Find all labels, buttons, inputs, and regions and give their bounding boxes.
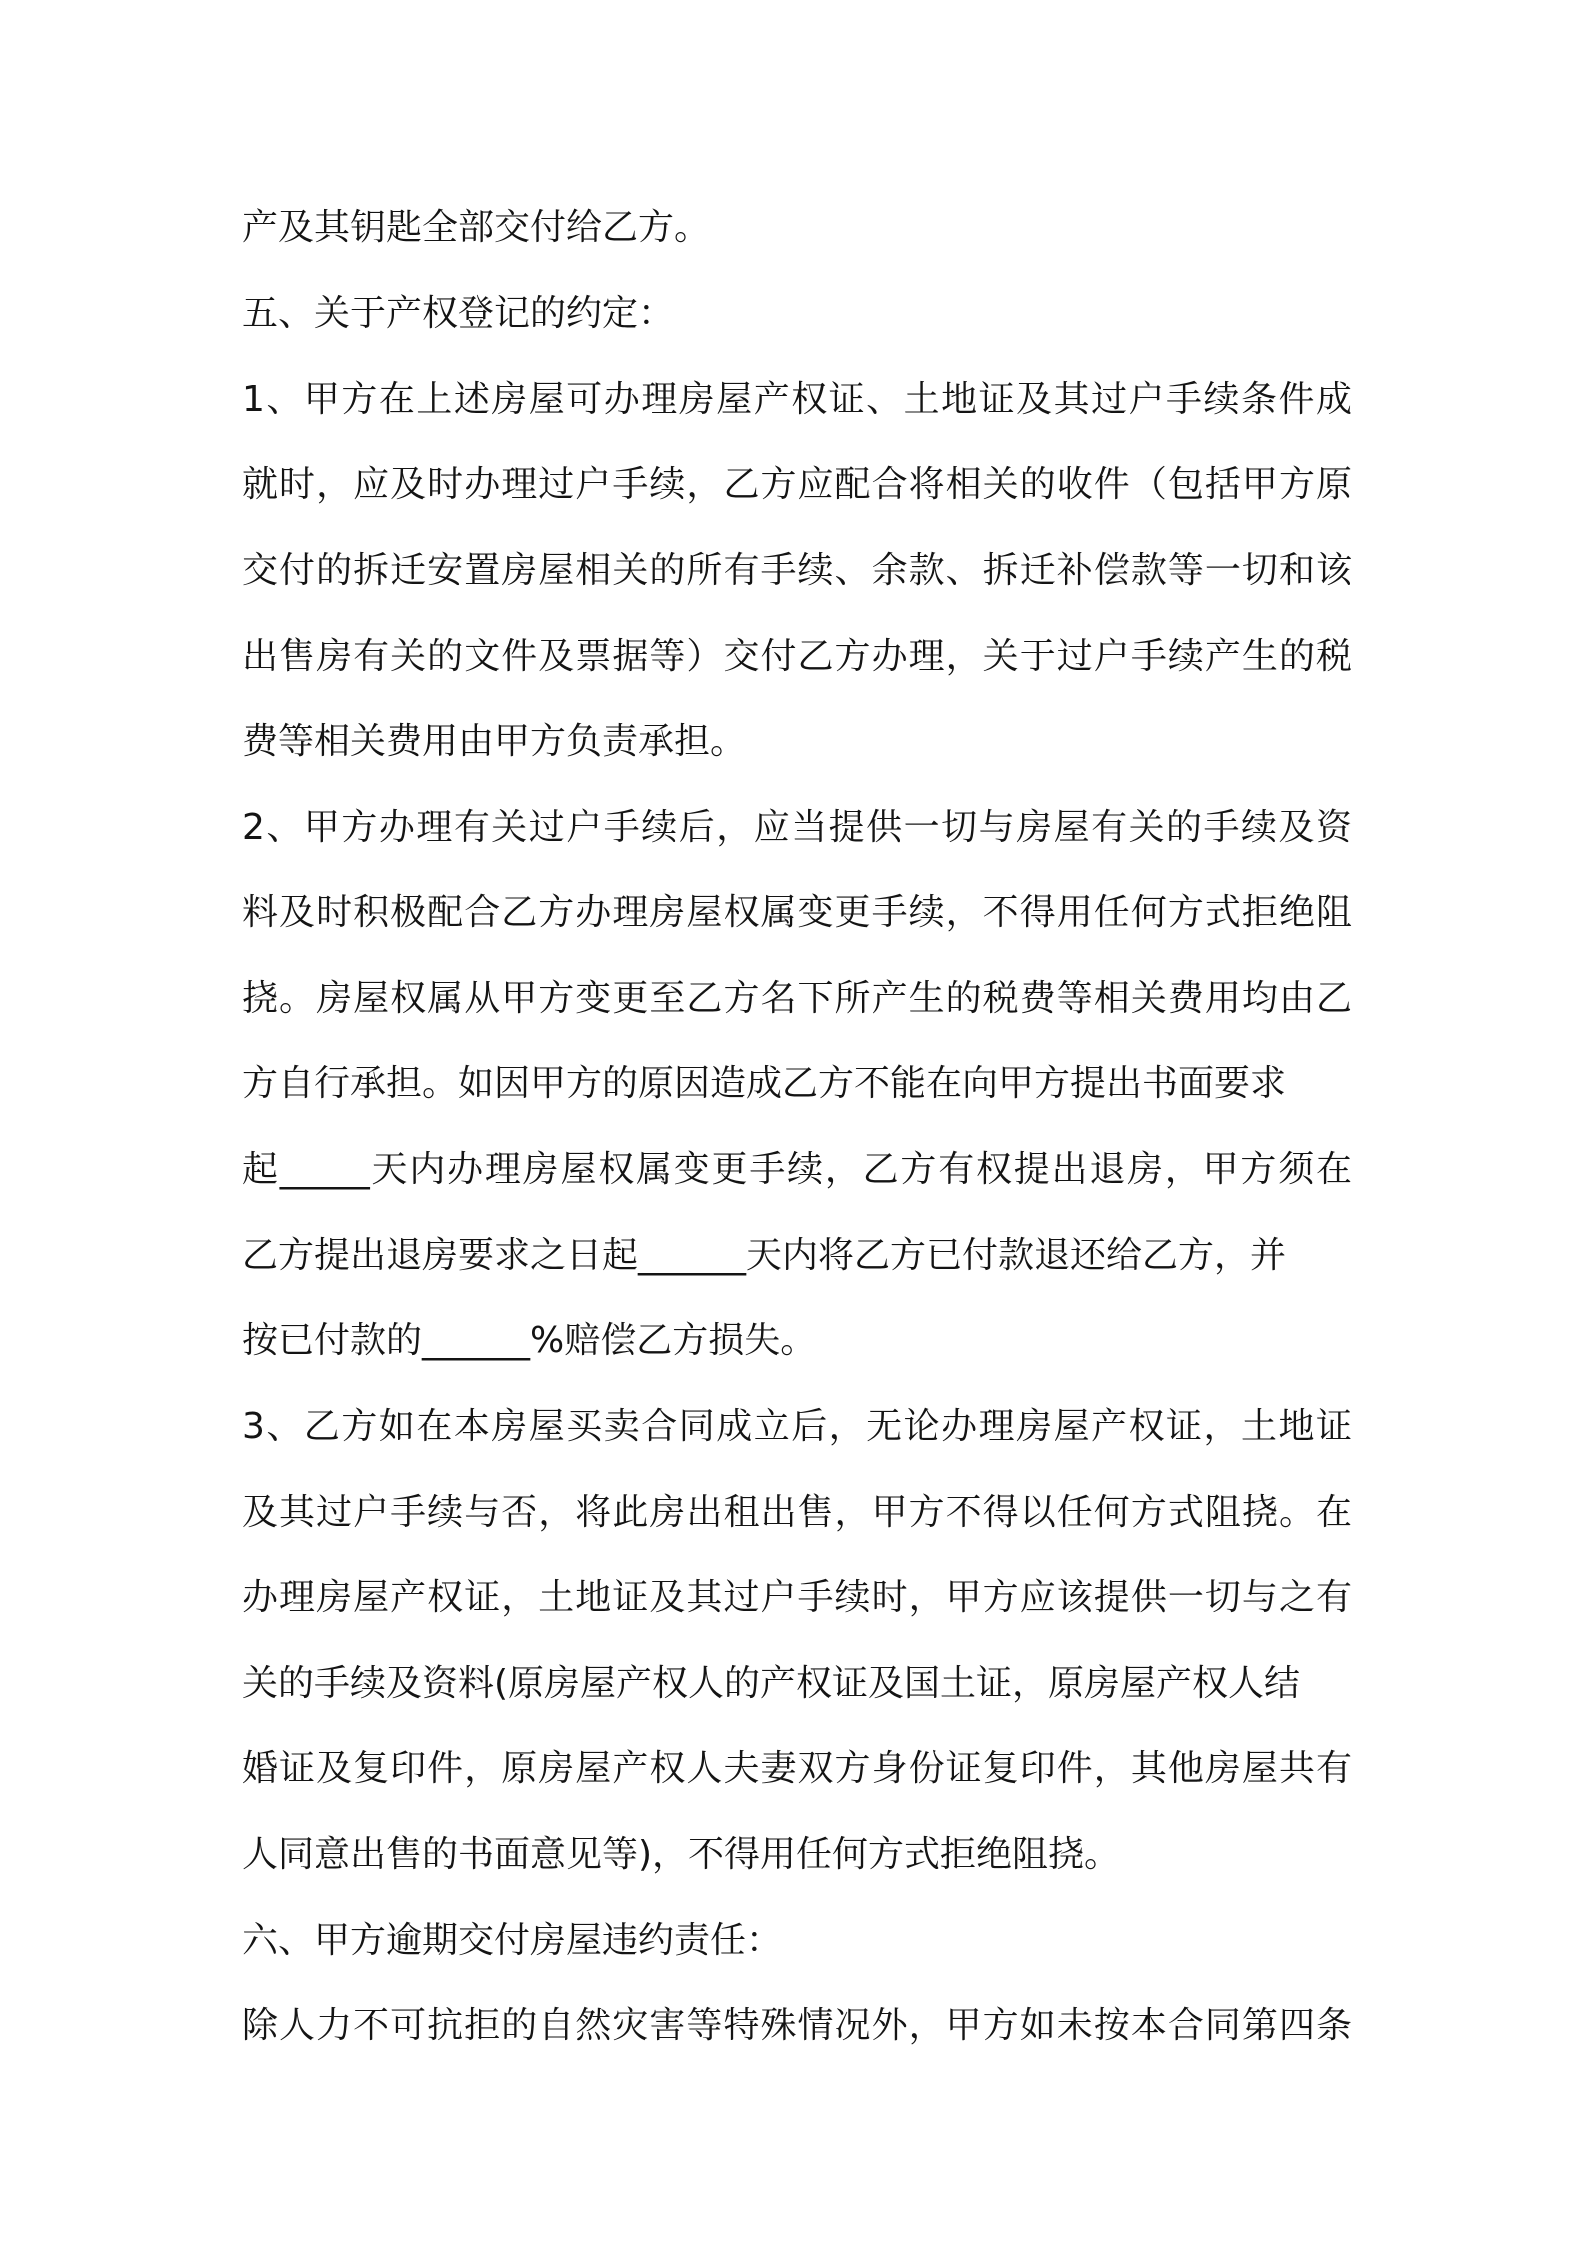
text-line: 乙方提出退房要求之日起______天内将乙方已付款退还给乙方，并 xyxy=(242,1235,1287,1276)
text-line: 及其过户手续与否，将此房出租出售，甲方不得以任何方式阻挠。在 xyxy=(242,1492,1352,1533)
text-line: 除人力不可抗拒的自然灾害等特殊情况外，甲方如未按本合同第四条 xyxy=(242,2005,1352,2046)
text-line: 婚证及复印件，原房屋产权人夫妻双方身份证复印件，其他房屋共有 xyxy=(242,1748,1352,1789)
text-line: 3、乙方如在本房屋买卖合同成立后，无论办理房屋产权证，土地证 xyxy=(242,1406,1352,1447)
text-line: 1、甲方在上述房屋可办理房屋产权证、土地证及其过户手续条件成 xyxy=(242,379,1352,420)
text-line: 料及时积极配合乙方办理房屋权属变更手续，不得用任何方式拒绝阻 xyxy=(242,892,1352,933)
text-line: 方自行承担。如因甲方的原因造成乙方不能在向甲方提出书面要求 xyxy=(242,1063,1287,1104)
text-line: 产及其钥匙全部交付给乙方。 xyxy=(242,207,711,248)
text-line: 就时，应及时办理过户手续，乙方应配合将相关的收件（包括甲方原 xyxy=(242,464,1352,505)
section-heading: 五、关于产权登记的约定： xyxy=(242,293,675,334)
text-line: 挠。房屋权属从甲方变更至乙方名下所产生的税费等相关费用均由乙 xyxy=(242,978,1352,1019)
text-line: 按已付款的______%赔偿乙方损失。 xyxy=(242,1320,817,1361)
section-heading: 六、甲方逾期交付房屋违约责任： xyxy=(242,1920,783,1961)
text-line: 费等相关费用由甲方负责承担。 xyxy=(242,721,747,762)
text-line: 交付的拆迁安置房屋相关的所有手续、余款、拆迁补偿款等一切和该 xyxy=(242,550,1352,591)
text-line: 办理房屋产权证，土地证及其过户手续时，甲方应该提供一切与之有 xyxy=(242,1577,1352,1618)
text-line: 起_____天内办理房屋权属变更手续，乙方有权提出退房，甲方须在 xyxy=(242,1149,1352,1190)
text-line: 2、甲方办理有关过户手续后，应当提供一切与房屋有关的手续及资 xyxy=(242,807,1352,848)
text-line: 人同意出售的书面意见等)，不得用任何方式拒绝阻挠。 xyxy=(242,1834,1121,1875)
text-line: 出售房有关的文件及票据等）交付乙方办理，关于过户手续产生的税 xyxy=(242,636,1352,677)
text-line: 关的手续及资料(原房屋产权人的产权证及国土证，原房屋产权人结 xyxy=(242,1663,1301,1704)
